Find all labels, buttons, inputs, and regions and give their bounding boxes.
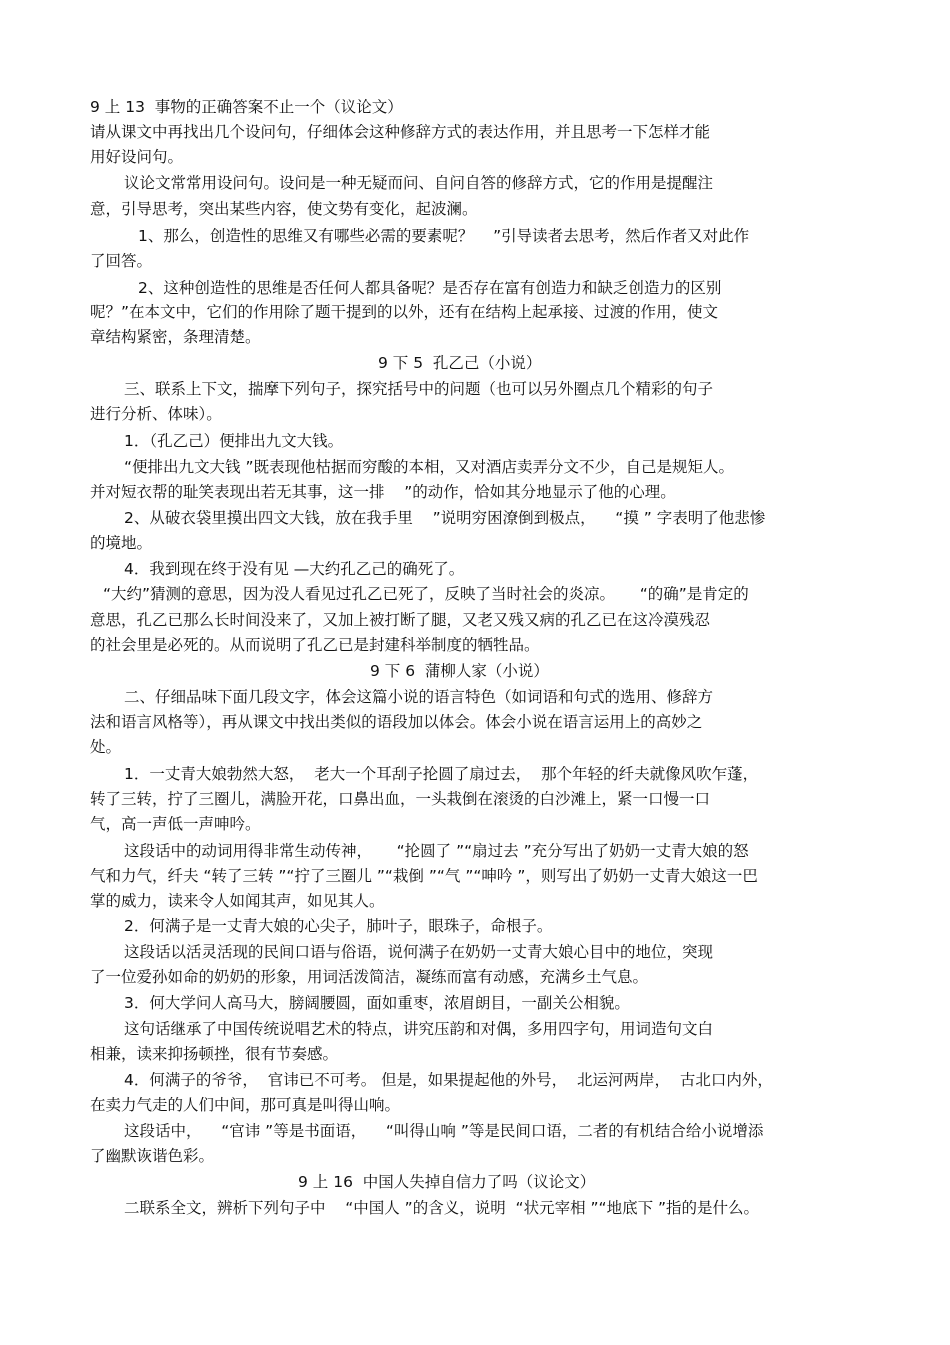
text-line: 掌的威力，读来令人如闻其声，如见其人。 bbox=[90, 892, 385, 910]
text-line: 4．何满子的爷爷， 官讳已不可考。 但是，如果提起他的外号， 北运河两岸， 古北口内外， bbox=[124, 1071, 773, 1089]
text-line: 1．（孔乙己）便排出九文大钱。 bbox=[124, 432, 344, 450]
text-line: 了一位爱孙如命的奶奶的形象，用词活泼简洁，凝练而富有动感，充满乡土气息。 bbox=[90, 968, 649, 986]
text-line: 2．何满子是一丈青大娘的心尖子，肺叶子，眼珠子，命根子。 bbox=[124, 917, 553, 935]
text-line: 议论文常常用设问句。设问是一种无疑而问、自问自答的修辞方式，它的作用是提醒注 bbox=[124, 174, 714, 192]
text-line: 二、仔细品味下面几段文字，体会这篇小说的语言特色（如词语和句式的选用、修辞方 bbox=[124, 688, 714, 706]
text-line: 呢？”在本文中，它们的作用除了题干提到的以外，还有在结构上起承接、过渡的作用，使文 bbox=[90, 303, 719, 321]
text-line: 二联系全文，辨析下列句子中 “中国人 ”的含义，说明 “状元宰相 ”“地底下 ”指的是什么。 bbox=[124, 1199, 760, 1217]
text-line: 1、那么，创造性的思维又有哪些必需的要素呢？ ”引导读者去思考，然后作者又对此作 bbox=[138, 227, 750, 245]
text-line: 法和语言风格等），再从课文中找出类似的语段加以体会。体会小说在语言运用上的高妙之 bbox=[90, 713, 703, 731]
text-line: 2、从破衣袋里摸出四文大钱，放在我手里 ”说明穷困潦倒到极点， “摸 ” 字表明了他悲惨 bbox=[124, 509, 766, 527]
text-line: 这段话中， “官讳 ”等是书面语， “叫得山响 ”等是民间口语，二者的有机结合给小说增添 bbox=[124, 1122, 764, 1140]
section-heading: 9 上 16 中国人失掉自信力了吗（议论文） bbox=[298, 1173, 596, 1191]
text-line: 的社会里是必死的。从而说明了孔乙已是封建科举制度的牺牲品。 bbox=[90, 636, 540, 654]
text-line: 相兼，读来抑扬顿挫，很有节奏感。 bbox=[90, 1045, 339, 1063]
text-line: 了回答。 bbox=[90, 252, 153, 270]
text-line: 这句话继承了中国传统说唱艺术的特点，讲究压韵和对偶，多用四字句，用词造句文白 bbox=[124, 1020, 714, 1038]
text-line: 意思，孔乙已那么长时间没来了，又加上被打断了腿，又老又残又病的孔乙已在这冷漠残忍 bbox=[90, 611, 711, 629]
text-line: 9 上 13 事物的正确答案不止一个（议论文） bbox=[90, 98, 403, 116]
text-line: 处。 bbox=[90, 738, 122, 756]
text-line: 章结构紧密，条理清楚。 bbox=[90, 328, 261, 346]
text-line: 三、联系上下文，揣摩下列句子，探究括号中的问题（也可以另外圈点几个精彩的句子 bbox=[124, 380, 714, 398]
text-line: 意，引导思考，突出某些内容，使文势有变化，起波澜。 bbox=[90, 200, 478, 218]
text-line: “大约”猜测的意思，因为没人看见过孔乙已死了，反映了当时社会的炎凉。 “的确”是肯定的 bbox=[103, 585, 749, 603]
text-line: 用好设问句。 bbox=[90, 148, 184, 166]
text-line: “便排出九文大钱 ”既表现他枯据而穷酸的本相，又对酒店卖弄分文不少，自己是规矩人。 bbox=[124, 458, 734, 476]
text-line: 并对短衣帮的耻笑表现出若无其事，这一排 ”的动作，恰如其分地显示了他的心理。 bbox=[90, 483, 676, 501]
text-line: 这段话中的动词用得非常生动传神， “抡圆了 ”“扇过去 ”充分写出了奶奶一丈青大娘的怒 bbox=[124, 842, 749, 860]
text-line: 转了三转，拧了三圈儿，满脸开花，口鼻出血，一头栽倒在滚烫的白沙滩上，紧一口慢一口 bbox=[90, 790, 711, 808]
text-line: 2、这种创造性的思维是否任何人都具备呢？是否存在富有创造力和缺乏创造力的区别 bbox=[138, 279, 722, 297]
text-line: 1．一丈青大娘勃然大怒， 老大一个耳刮子抡圆了扇过去， 那个年轻的纤夫就像风吹乍蓬， bbox=[124, 765, 759, 783]
text-line: 了幽默诙谐色彩。 bbox=[90, 1147, 215, 1165]
text-line: 这段话以活灵活现的民间口语与俗语，说何满子在奶奶一丈青大娘心目中的地位，突现 bbox=[124, 943, 714, 961]
text-line: 气，高一声低一声呻吟。 bbox=[90, 815, 261, 833]
text-line: 请从课文中再找出几个设问句，仔细体会这种修辞方式的表达作用，并且思考一下怎样才能 bbox=[90, 123, 711, 141]
section-heading: 9 下 6 蒲柳人家（小说） bbox=[370, 662, 549, 680]
text-line: 气和力气，纤夫 “转了三转 ”“拧了三圈儿 ”“栽倒 ”“气 ”“呻吟 ”，则写出了奶奶一丈青大娘这一巴 bbox=[90, 867, 758, 885]
text-line: 在卖力气走的人们中间，那可真是叫得山响。 bbox=[90, 1096, 401, 1114]
text-line: 4．我到现在终于没有见 —大约孔乙己的确死了。 bbox=[124, 560, 465, 578]
text-line: 的境地。 bbox=[90, 534, 153, 552]
text-line: 3．何大学问人高马大，膀阔腰圆，面如重枣，浓眉朗目，一副关公相貌。 bbox=[124, 994, 630, 1012]
text-line: 进行分析、体味）。 bbox=[90, 405, 222, 423]
section-heading: 9 下 5 孔乙己（小说） bbox=[378, 354, 542, 372]
